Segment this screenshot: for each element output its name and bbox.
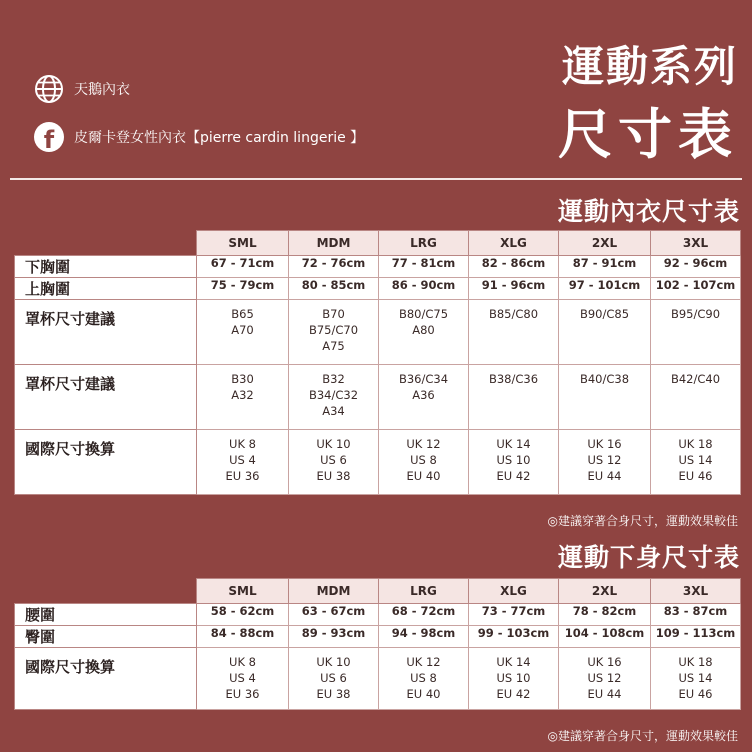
bottom-table-title: 運動下身尺寸表 xyxy=(557,543,740,572)
row-label: 國際尺寸換算 xyxy=(15,648,197,710)
size-header: 3XL xyxy=(651,579,741,604)
table-cell: 82 - 86cm xyxy=(469,256,559,278)
table-cell: 89 - 93cm xyxy=(289,626,379,648)
size-header: LRG xyxy=(379,579,469,604)
table-cell: UK 10 US 6 EU 38 xyxy=(289,430,379,495)
size-header-row xyxy=(15,579,741,604)
facebook-page-name: 皮爾卡登女性內衣【pierre cardin lingerie 】 xyxy=(74,130,365,146)
bra-size-table xyxy=(14,230,741,495)
table-cell: 77 - 81cm xyxy=(379,256,469,278)
facebook-icon: f xyxy=(34,122,64,152)
row-label: 國際尺寸換算 xyxy=(15,430,197,495)
table-cell: B90/C85 xyxy=(559,300,651,365)
table-cell: 92 - 96cm xyxy=(651,256,741,278)
size-header: MDM xyxy=(289,231,379,256)
table-cell: 104 - 108cm xyxy=(559,626,651,648)
table-cell: B30 A32 xyxy=(197,365,289,430)
table-cell: UK 10 US 6 EU 38 xyxy=(289,648,379,710)
table-cell: B85/C80 xyxy=(469,300,559,365)
table-cell: B80/C75 A80 xyxy=(379,300,469,365)
divider xyxy=(10,178,742,180)
bra-table-title: 運動內衣尺寸表 xyxy=(557,197,740,226)
table-row xyxy=(15,256,741,278)
table-cell: 75 - 79cm xyxy=(197,278,289,300)
size-header: SML xyxy=(197,579,289,604)
table-cell: B40/C38 xyxy=(559,365,651,430)
table-cell: UK 12 US 8 EU 40 xyxy=(379,430,469,495)
size-header: SML xyxy=(197,231,289,256)
table-cell: 99 - 103cm xyxy=(469,626,559,648)
row-label: 下胸圍 xyxy=(15,256,197,278)
table-cell: B65 A70 xyxy=(197,300,289,365)
table-row xyxy=(15,365,741,430)
table-cell: 63 - 67cm xyxy=(289,604,379,626)
series-title: 運動系列 xyxy=(561,42,738,91)
table-cell: 58 - 62cm xyxy=(197,604,289,626)
table-cell: UK 14 US 10 EU 42 xyxy=(469,430,559,495)
table-cell: 94 - 98cm xyxy=(379,626,469,648)
table-cell: B42/C40 xyxy=(651,365,741,430)
row-label: 上胸圍 xyxy=(15,278,197,300)
table-cell: UK 12 US 8 EU 40 xyxy=(379,648,469,710)
row-label: 罩杯尺寸建議 xyxy=(15,300,197,365)
table-cell: 97 - 101cm xyxy=(559,278,651,300)
size-header: XLG xyxy=(469,231,559,256)
table-cell: UK 8 US 4 EU 36 xyxy=(197,648,289,710)
table-cell: UK 18 US 14 EU 46 xyxy=(651,648,741,710)
size-header: MDM xyxy=(289,579,379,604)
table-row xyxy=(15,300,741,365)
size-header: 2XL xyxy=(559,231,651,256)
table-cell: B32 B34/C32 A34 xyxy=(289,365,379,430)
table-cell: 87 - 91cm xyxy=(559,256,651,278)
size-header: 3XL xyxy=(651,231,741,256)
table-cell: UK 16 US 12 EU 44 xyxy=(559,648,651,710)
table-cell: 102 - 107cm xyxy=(651,278,741,300)
table-row xyxy=(15,648,741,710)
table-cell: 109 - 113cm xyxy=(651,626,741,648)
row-label: 臀圍 xyxy=(15,626,197,648)
table-cell: 67 - 71cm xyxy=(197,256,289,278)
table-cell: B36/C34 A36 xyxy=(379,365,469,430)
row-label: 罩杯尺寸建議 xyxy=(15,365,197,430)
table-row xyxy=(15,278,741,300)
table-cell: 84 - 88cm xyxy=(197,626,289,648)
table-cell: UK 18 US 14 EU 46 xyxy=(651,430,741,495)
size-chart-title: 尺寸表 xyxy=(558,103,738,166)
table-cell: B70 B75/C70 A75 xyxy=(289,300,379,365)
table-cell: UK 8 US 4 EU 36 xyxy=(197,430,289,495)
website-row xyxy=(34,74,130,104)
size-header: 2XL xyxy=(559,579,651,604)
size-header: XLG xyxy=(469,579,559,604)
table-cell: UK 14 US 10 EU 42 xyxy=(469,648,559,710)
bottom-size-table xyxy=(14,578,741,710)
table-cell: 91 - 96cm xyxy=(469,278,559,300)
fit-note: ◎建議穿著合身尺寸，運動效果較佳 xyxy=(547,514,738,528)
table-row xyxy=(15,626,741,648)
table-cell: 68 - 72cm xyxy=(379,604,469,626)
size-header-row xyxy=(15,231,741,256)
table-cell: B38/C36 xyxy=(469,365,559,430)
table-row xyxy=(15,430,741,495)
table-row xyxy=(15,604,741,626)
table-cell: 83 - 87cm xyxy=(651,604,741,626)
size-header: LRG xyxy=(379,231,469,256)
table-cell: 86 - 90cm xyxy=(379,278,469,300)
table-cell: 80 - 85cm xyxy=(289,278,379,300)
table-cell: 73 - 77cm xyxy=(469,604,559,626)
globe-icon xyxy=(34,74,64,104)
facebook-row xyxy=(34,122,364,152)
table-cell: B95/C90 xyxy=(651,300,741,365)
website-name: 天鵝內衣 xyxy=(74,82,130,98)
table-cell: 72 - 76cm xyxy=(289,256,379,278)
table-cell: 78 - 82cm xyxy=(559,604,651,626)
table-cell: UK 16 US 12 EU 44 xyxy=(559,430,651,495)
fit-note: ◎建議穿著合身尺寸，運動效果較佳 xyxy=(547,729,738,743)
header-blank xyxy=(15,579,197,604)
row-label: 腰圍 xyxy=(15,604,197,626)
header-blank xyxy=(15,231,197,256)
